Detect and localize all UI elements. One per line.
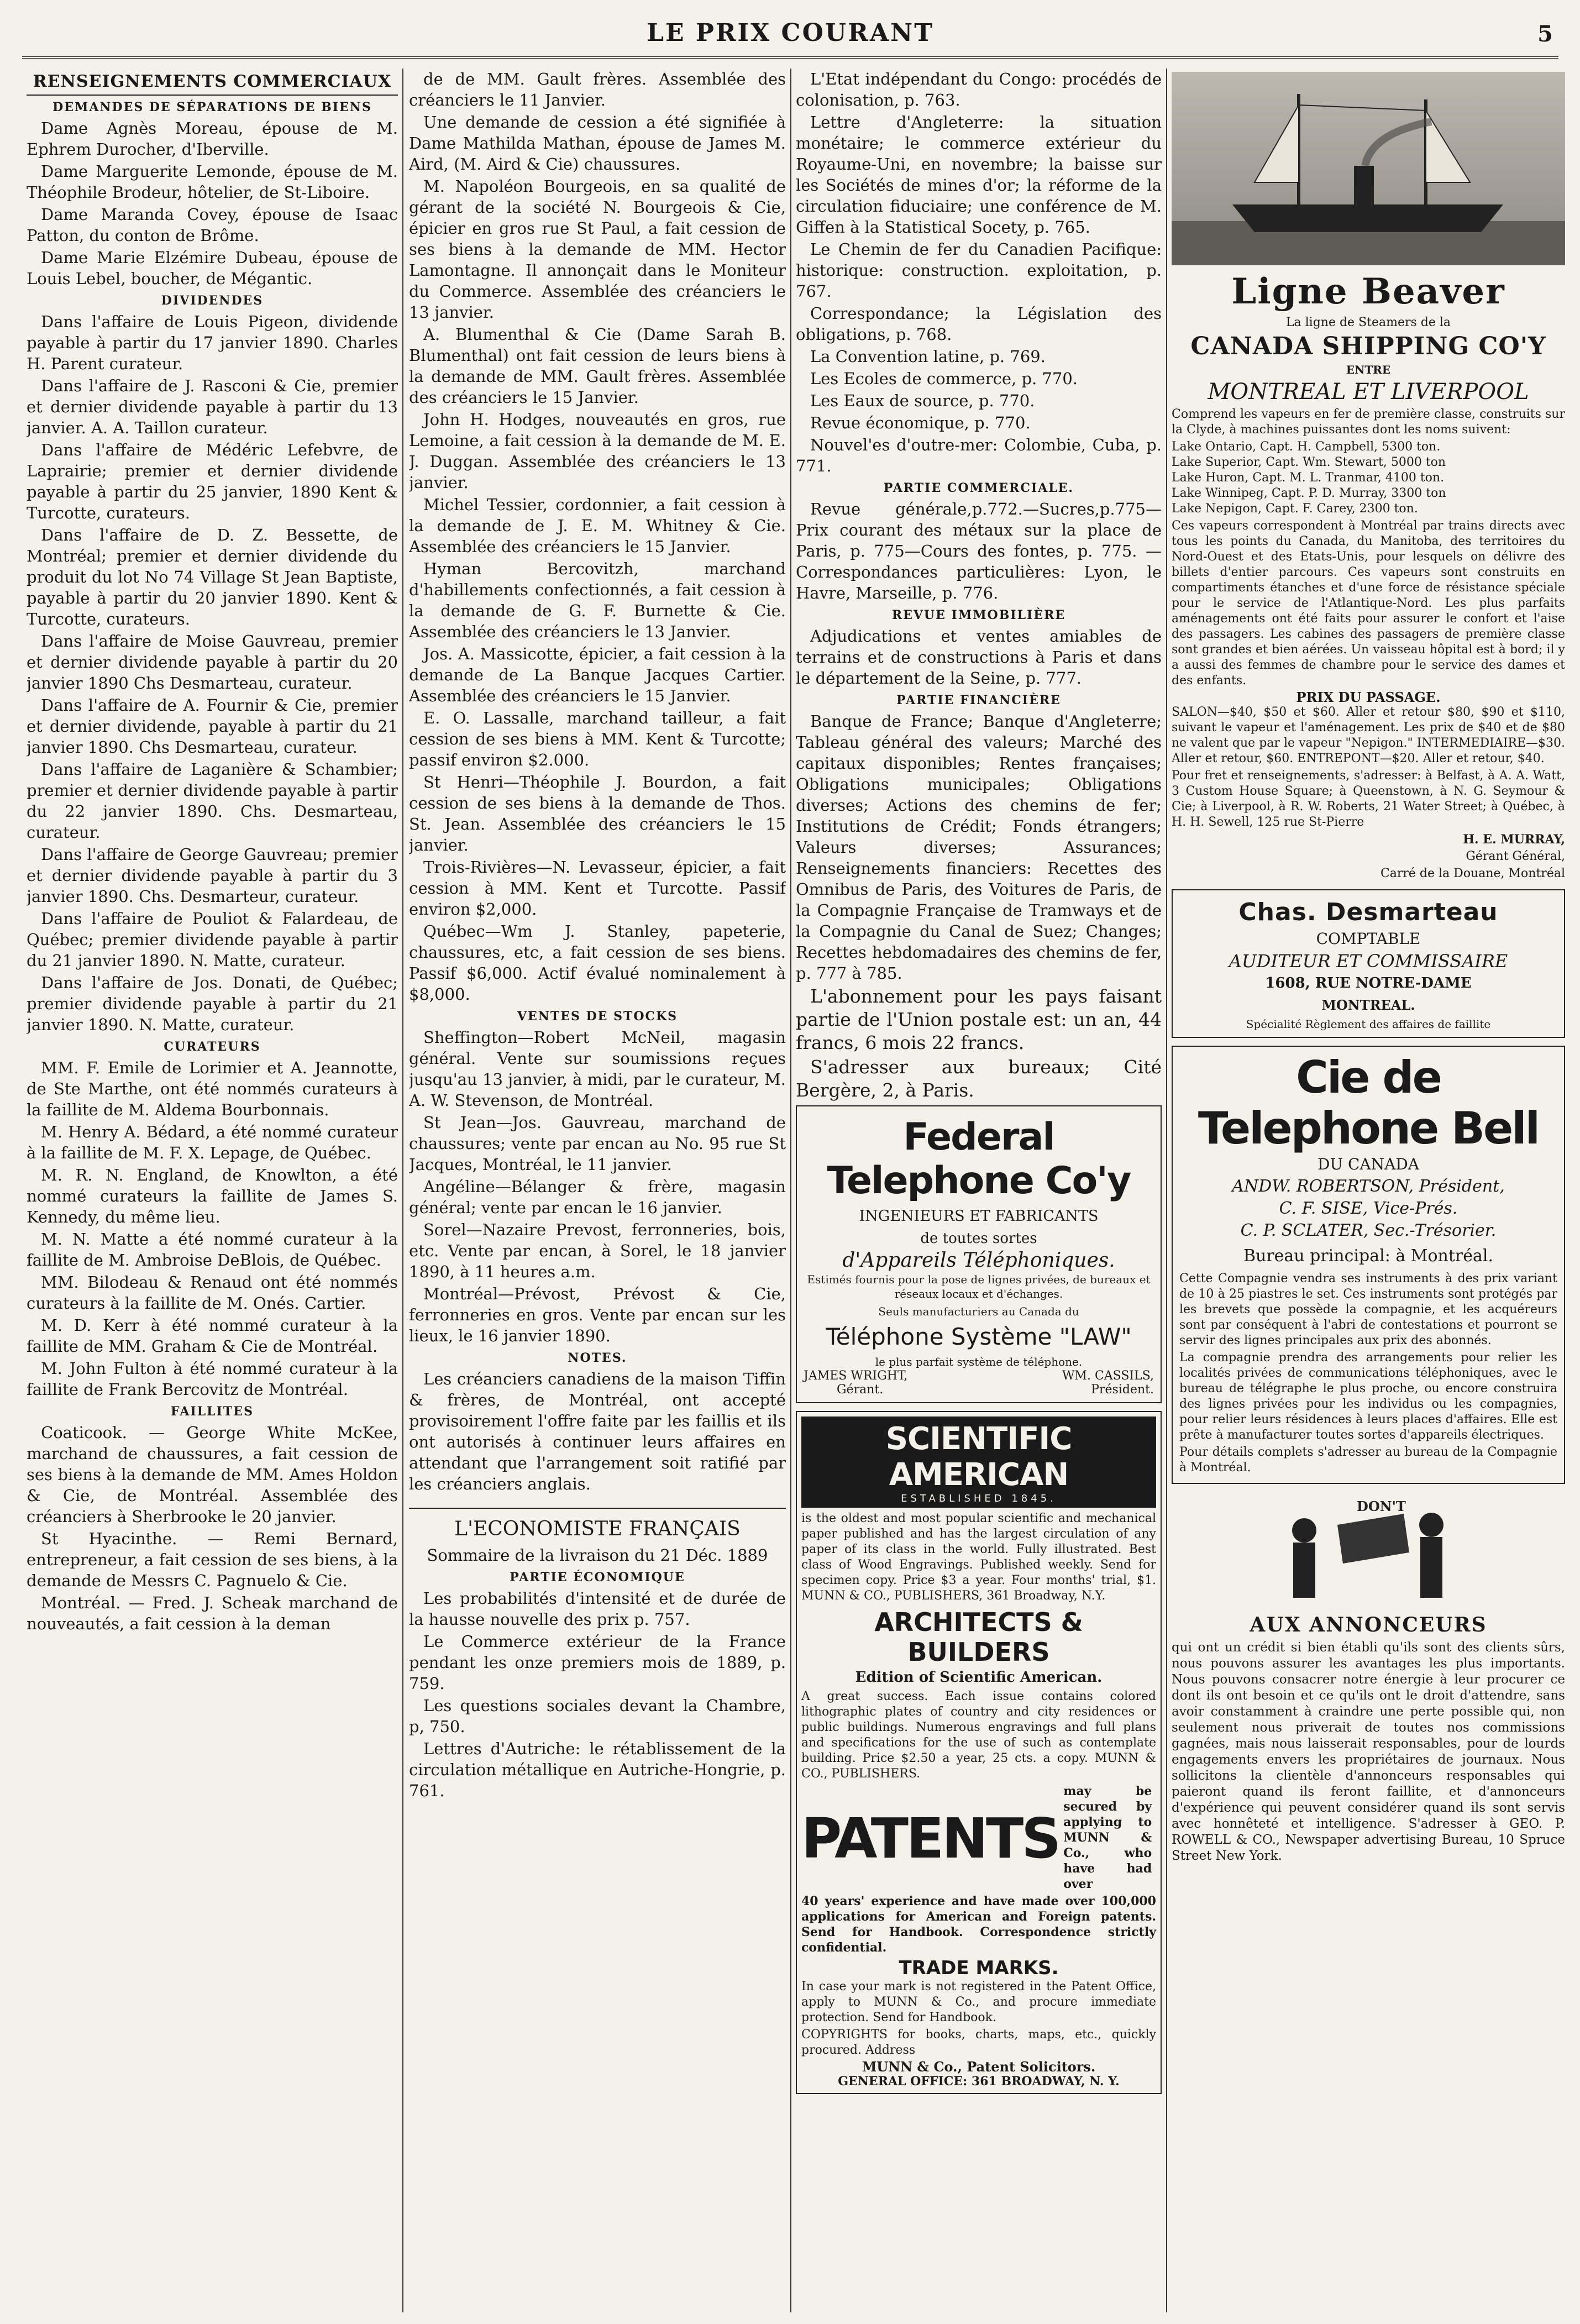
ad-text: is the oldest and most popular scientific and mechanical paper published and has the largest circulation of any paper of its class in the world. Fully illustrated. Best class of Wood Engravings. Published weekly. Send for specimen copy. Price $3 a year. Four months' trial, $1. MUNN & CO., PUBLISHERS, 361 Broadway, N.Y.	[801, 1512, 1156, 1603]
masthead	[22, 15, 1558, 59]
role: Gérant.	[837, 1383, 884, 1397]
ad-title-text: SCIENTIFIC AMERICAN	[885, 1421, 1072, 1493]
paragraph: Dans l'affaire de Louis Pigeon, dividende payable à partir du 17 janvier 1890. Charles H. Parent curateur.	[27, 312, 398, 373]
paragraph: Dans l'affaire de J. Rasconi & Cie, premier et dernier dividende payable à partir du 13 janvier. A. A. Taillon curateur.	[27, 376, 398, 437]
paragraph: Montréal—Prévost, Prévost & Cie, ferronneries en gros. Vente par encan sur les lieux, le 16 janvier 1890.	[409, 1284, 786, 1345]
ad-line: d'Appareils Téléphoniques.	[842, 1249, 1115, 1272]
paragraph: L'abonnement pour les pays faisant partie de l'Union postale est: un an, 44 francs, 6 mois 22 francs.	[796, 985, 1162, 1053]
signature-address: Carré de la Douane, Montréal	[1380, 867, 1565, 880]
paragraph: Les questions sociales devant la Chambre, p, 750.	[409, 1696, 786, 1736]
role: Président.	[1091, 1383, 1154, 1397]
ship-list-item: Lake Superior, Capt. Wm. Stewart, 5000 ton	[1172, 455, 1446, 469]
paragraph: Dame Agnès Moreau, épouse de M. Ephrem Durocher, d'Iberville.	[27, 119, 398, 159]
paragraph: Sommaire de la livraison du 21 Déc. 1889	[427, 1546, 768, 1565]
ad-line: C. P. SCLATER, Sec.-Trésorier.	[1240, 1221, 1497, 1240]
paragraph: Dans l'affaire de A. Fournir & Cie, premier et dernier dividende, payable à partir du 21 janvier 1890. Chs Desmarteau, curateur.	[27, 696, 398, 757]
paragraph: Le Chemin de fer du Canadien Pacifique: historique: construction. exploitation, p. 767.	[796, 240, 1162, 301]
paragraph: M. Henry A. Bédard, a été nommé curateur à la faillite de M. F. X. Lepage, de Québec.	[27, 1122, 398, 1162]
subsection-heading: FAILLITES	[171, 1404, 254, 1419]
paragraph: Dans l'affaire de Jos. Donati, de Québec; premier dividende payable à partir du 21 janvier 1890. N. Matte, curateur.	[27, 973, 398, 1034]
ad-text: In case your mark is not registered in the Patent Office, apply to MUNN & Co., and procure immediate protection. Send for Handbook.	[801, 1980, 1156, 2024]
paragraph: John H. Hodges, nouveautés en gros, rue Lemoine, a fait cession à la demande de M. E. J. Duggan. Assemblée des créanciers le 13 janvier.	[409, 410, 786, 492]
ad-line: C. F. SISE, Vice-Prés.	[1279, 1199, 1458, 1218]
column-4	[1172, 69, 1565, 2312]
ad-headline: ARCHITECTS & BUILDERS	[874, 1607, 1083, 1667]
paragraph: Dans l'affaire de Laganière & Schambier; premier et dernier dividende payable à partir du 22 janvier 1890. Chs. Desmarteau, curateur.	[27, 760, 398, 842]
subsection-heading: DIVIDENDES	[161, 293, 264, 308]
ship-list-item: Lake Winnipeg, Capt. P. D. Murray, 3300 ton	[1172, 486, 1446, 500]
ad-text: Pour détails complets s'adresser au bureau de la Compagnie à Montréal.	[1179, 1445, 1557, 1475]
ad-text: Comprend les vapeurs en fer de première classe, construits sur la Clyde, à machines puissantes dont les noms suivent:	[1172, 407, 1565, 437]
signature: JAMES WRIGHT,	[804, 1369, 908, 1383]
ad-text: SALON—$40, $50 et $60. Aller et retour $80, $90 et $110, suivant le vapeur et l'aménagement. Les prix de $40 et de $80 ne valent que par le vapeur "Nepigon." INTERMEDIAIRE—$30. Aller et retour, $60. ENTREPONT—$20. Aller et retour, $40.	[1172, 705, 1565, 765]
ad-text: 40 years' experience and have made over 100,000 applications for American and Foreign patents. Send for Handbook. Correspondence strictly confidential.	[801, 1894, 1156, 1955]
paragraph: Les Ecoles de commerce, p. 770.	[810, 369, 1078, 388]
subsection-heading: CURATEURS	[164, 1040, 261, 1054]
ad-line: Estimés fournis pour la pose de lignes privées, de bureaux et réseaux locaux et d'échanges.	[807, 1273, 1151, 1300]
paragraph: MM. F. Emile de Lorimier et A. Jeannotte, de Ste Marthe, ont été nommés curateurs à la faillite de M. Aldema Bourbonnais.	[27, 1058, 398, 1119]
ad-line: La ligne de Steamers de la	[1285, 316, 1451, 329]
subsection-heading: PARTIE FINANCIÈRE	[896, 693, 1061, 707]
paragraph: Québec—Wm J. Stanley, papeterie, chaussures, etc, a fait cession de ses biens. Passif $6,000. Actif évalué nominalement à $8,000.	[409, 922, 786, 1004]
ad-line: Seuls manufacturiers au Canada du	[878, 1305, 1079, 1318]
column-2	[409, 69, 786, 2312]
newspaper-title: LE PRIX COURANT	[647, 19, 934, 47]
paragraph: Revue économique, p. 770.	[810, 413, 1031, 432]
ad-line: le plus parfait système de téléphone.	[875, 1355, 1083, 1368]
ad-headline: TRADE MARKS.	[899, 1957, 1059, 1979]
ad-headline: CANADA SHIPPING CO'Y	[1190, 332, 1546, 360]
banner-text: DON'T	[1357, 1498, 1406, 1514]
paragraph: Coaticook. — George White McKee, marchand de chaussures, a fait cession de ses biens à la demande de MM. Ames Holdon & Cie, de Montréal. Assemblée des créanciers à Sherbrooke le 20 janvier.	[27, 1423, 398, 1526]
ad-text: may be secured by applying to MUNN & Co., who have had over	[1063, 1784, 1152, 1891]
paragraph: Correspondance; la Législation des obligations, p. 768.	[796, 304, 1162, 344]
ad-title	[801, 1417, 1156, 1508]
subsection-heading: NOTES.	[568, 1351, 627, 1365]
federal-telephone-ad	[796, 1105, 1162, 1403]
subsection-heading: VENTES DE STOCKS	[517, 1009, 678, 1024]
paragraph: A. Blumenthal & Cie (Dame Sarah B. Blumenthal) ont fait cession de leurs biens à la demande de MM. Gault frères. Assemblée des créanciers le 15 Janvier.	[409, 325, 786, 407]
column-rule	[790, 69, 791, 2312]
paragraph: Dans l'affaire de D. Z. Bessette, de Montréal; premier et dernier dividende du produit du lot No 74 Village St Jean Baptiste, payable à partir du 20 janvier 1890. Kent & Turcotte, curateurs.	[27, 526, 398, 628]
column-3	[796, 69, 1162, 2312]
paragraph: Angéline—Bélanger & frère, magasin général; vente par encan le 16 janvier.	[409, 1177, 786, 1217]
paragraph: Dame Marie Elzémire Dubeau, épouse de Louis Lebel, boucher, de Mégantic.	[27, 248, 398, 288]
paragraph: M. Napoléon Bourgeois, en sa qualité de gérant de la société N. Bourgeois & Cie, épicier en gros rue St Paul, a fait cession de ses biens à la demande de MM. Hector Lamontagne. Il annonçait dans le Moniteur du Commerce. Assemblée des créanciers le 13 janvier.	[409, 177, 786, 322]
ad-headline: MONTREAL ET LIVERPOOL	[1208, 379, 1529, 405]
ad-line: GENERAL OFFICE: 361 BROADWAY, N. Y.	[838, 2074, 1120, 2089]
ad-title: Federal Telephone Co'y	[827, 1115, 1131, 1203]
signature-role: Gérant Général,	[1466, 849, 1565, 863]
ad-line: ANDW. ROBERTSON, Président,	[1232, 1177, 1505, 1196]
signature: WM. CASSILS,	[1062, 1369, 1154, 1383]
paragraph: Nouvel'es d'outre-mer: Colombie, Cuba, p. 771.	[796, 436, 1162, 475]
paragraph: Dame Marguerite Lemonde, épouse de M. Théophile Brodeur, hôtelier, de St-Liboire.	[27, 162, 398, 202]
ad-title: Cie de Telephone Bell	[1198, 1052, 1539, 1154]
paragraph: Les probabilités d'intensité et de durée de la hausse nouvelle des prix p. 757.	[409, 1589, 786, 1629]
scientific-american-ad	[796, 1411, 1162, 2094]
paragraph: St Jean—Jos. Gauvreau, marchand de chaussures; vente par encan au No. 95 rue St Jacques, Montréal, le 11 janvier.	[409, 1113, 786, 1174]
signature-roles	[804, 1383, 1154, 1397]
paragraph: St Hyacinthe. — Remi Bernard, entrepreneur, a fait cession de ses biens, à la demande de Messrs C. Pagnuelo & Cie.	[27, 1529, 398, 1590]
paragraph: M. R. N. England, de Knowlton, a été nommé curateurs la faillite de James S. Kennedy, du même lieu.	[27, 1166, 398, 1226]
paragraph: Les créanciers canadiens de la maison Tiffin & frères, de Montréal, ont accepté provisoirement l'offre faite par les faillis et ils ont autorisés à continuer leurs affaires en attendant que l'arrangement soit ratifié par les créanciers anglais.	[409, 1370, 786, 1493]
subsection-heading: PARTIE ÉCONOMIQUE	[510, 1570, 685, 1585]
paragraph: Michel Tessier, cordonnier, a fait cession à la demande de J. E. M. Whitney & Cie. Assemblée des créanciers le 15 Janvier.	[409, 495, 786, 556]
paragraph: L'Etat indépendant du Congo: procédés de colonisation, p. 763.	[796, 70, 1162, 109]
signature: H. E. MURRAY,	[1463, 832, 1565, 847]
ad-title: AUX ANNONCEURS	[1250, 1613, 1487, 1636]
ad-line: de toutes sortes	[920, 1230, 1037, 1247]
paragraph: Les Eaux de source, p. 770.	[810, 391, 1035, 410]
ship-list-item: Lake Huron, Capt. M. L. Tranmar, 4100 ton.	[1172, 471, 1445, 485]
ad-line: ENTRE	[1346, 363, 1391, 376]
paragraph: Jos. A. Massicotte, épicier, a fait cession à la demande de La Banque Jacques Cartier. Assemblée des créanciers le 15 Janvier.	[409, 644, 786, 705]
ad-line: AUDITEUR ET COMMISSAIRE	[1229, 951, 1508, 972]
ad-headline: PATENTS	[801, 1806, 1059, 1871]
subsection-heading: REVUE IMMOBILIÈRE	[891, 608, 1066, 622]
paragraph: Trois-Rivières—N. Levasseur, épicier, a fait cession à MM. Kent et Turcotte. Passif environ $2,000.	[409, 858, 786, 919]
paragraph: S'adresser aux bureaux; Cité Bergère, 2, à Paris.	[796, 1056, 1162, 1101]
ad-text: La compagnie prendra des arrangements pour relier les localités privées de communications téléphoniques, avec le bureau de télégraphe le plus proche, ou encore construira des lignes privées pour les individus ou les compagnies, pour relier leurs résidences à leurs places d'affaires. Elle est prête à manufacturer toutes sortes d'appareils électriques.	[1179, 1351, 1557, 1442]
paragraph: Dans l'affaire de Pouliot & Falardeau, de Québec; premier dividende payable à partir du 21 janvier 1890. N. Matte, curateur.	[27, 909, 398, 970]
ad-text: Cette Compagnie vendra ses instruments à des prix variant de 10 à 25 piastres le set. Ces instruments sont protégés par les brevets que possède la compagnie, et les acquéreurs sont par conséquent à l'abri de contestations et pourront se servir des lignes principales aux prix des abonnés.	[1179, 1272, 1557, 1347]
desmarteau-ad	[1172, 889, 1565, 1038]
paragraph: Lettres d'Autriche: le rétablissement de la circulation métallique en Autriche-Hongrie, p. 761.	[409, 1739, 786, 1800]
patents-block	[801, 1783, 1156, 1893]
steamship-illustration	[1172, 72, 1565, 265]
ship-list-item: Lake Nepigon, Capt. F. Carey, 2300 ton.	[1172, 502, 1418, 516]
column-rule	[1166, 69, 1167, 2312]
ad-subheading: PRIX DU PASSAGE.	[1296, 689, 1441, 705]
page-number: 5	[1537, 21, 1553, 47]
column-rule	[402, 69, 403, 2312]
ship-list-item: Lake Ontario, Capt. H. Campbell, 5300 ton.	[1172, 440, 1441, 454]
ad-headline: Téléphone Système "LAW"	[826, 1323, 1132, 1350]
paragraph: M. John Fulton à été nommé curateur à la faillite de Frank Bercovitz de Montréal.	[27, 1359, 398, 1399]
paragraph: Dame Maranda Covey, épouse de Isaac Patton, du conton de Brôme.	[27, 205, 398, 245]
ad-text: qui ont un crédit si bien établi qu'ils sont des clients sûrs, nous pouvons assurer les avantages les plus importants. Nous pouvons consacrer notre énergie à leur procurer ce dont ils ont besoin et ce qu'ils ont le droit d'attendre, sans avoir constamment à craindre une perte possible qui, non seulement nous priverait de toutes nos commissions gagnées, mais nous laisserait responsables, pour de lourds engagements envers les propriétaires de journaux. Nous sollicitons la clientèle d'annonceurs responsables qui paieront quand ils feront faillite, et d'annonceurs d'expérience qui peuvent considérer quand ils sont servis avec honnêteté et intelligence. S'adresser à GEO. P. ROWELL & CO., Newspaper advertising Bureau, 10 Spruce Street New York.	[1172, 1640, 1565, 1863]
ad-line: INGENIEURS ET FABRICANTS	[859, 1208, 1099, 1225]
ad-text: COPYRIGHTS for books, charts, maps, etc., quickly procured. Address	[801, 2028, 1156, 2057]
advertising-illustration	[1172, 1492, 1565, 1608]
ad-line: COMPTABLE	[1316, 930, 1421, 948]
ad-text: Ces vapeurs correspondent à Montréal par trains directs avec tous les points du Canada, du Manitoba, des territoires du Nord-Ouest et des Etats-Unis, pour lesquels on délivre des billets d'entier parcours. Ces vapeurs sont construits en compartiments étanches et d'une force de résistance spéciale pour le service de l'Atlantique-Nord. Les plus parfaits aménagements ont été faits pour assurer le confort et l'aise des passagers. Les cabines des passagers de première classe sont grandes et bien aérées. Un vaisseau hôpital est à bord; il y a aussi des femmes de chambre pour le service des dames et des enfants.	[1172, 519, 1565, 688]
ad-line: MUNN & Co., Patent Solicitors.	[862, 2059, 1096, 2075]
beaver-line-ad	[1172, 72, 1565, 882]
annonceurs-ad	[1172, 1492, 1565, 1864]
paragraph: M. D. Kerr à été nommé curateur à la faillite de MM. Graham & Cie de Montréal.	[27, 1316, 398, 1356]
paragraph: Dans l'affaire de Médéric Lefebvre, de Laprairie; premier et dernier dividende payable à partir du 25 janvier, 1890 Kent & Turcotte, curateurs.	[27, 440, 398, 522]
paragraph: Sorel—Nazaire Prevost, ferronneries, bois, etc. Vente par encan, à Sorel, le 18 janvier 1890, à 11 heures a.m.	[409, 1220, 786, 1281]
subsection-heading: DEMANDES DE SÉPARATIONS DE BIENS	[53, 100, 372, 114]
paragraph: Dans l'affaire de George Gauvreau; premier et dernier dividende payable à partir du 3 janvier 1890. Chs. Desmarteur, curateur.	[27, 845, 398, 906]
ad-line: MONTREAL.	[1321, 997, 1415, 1013]
bell-telephone-ad	[1172, 1046, 1565, 1484]
ad-line: Edition of Scientific American.	[855, 1669, 1103, 1686]
ad-line: Bureau principal: à Montréal.	[1243, 1246, 1494, 1266]
paragraph: de de MM. Gault frères. Assemblée des créanciers le 11 Janvier.	[409, 70, 786, 109]
paragraph: Revue générale,p.772.—Sucres,p.775—Prix courant des métaux sur la place de Paris, p. 775—Cours des fontes, p. 775. —Correspondances particulières: Lyon, le Havre, Marseille, p. 776.	[796, 500, 1162, 602]
paragraph: MM. Bilodeau & Renaud ont été nommés curateurs à la faillite de M. Onés. Cartier.	[27, 1273, 398, 1313]
figures-icon	[1172, 1492, 1565, 1608]
paragraph: La Convention latine, p. 769.	[810, 347, 1046, 366]
signatures	[804, 1369, 1154, 1383]
ship-icon	[1172, 72, 1565, 265]
section-title: L'ECONOMISTE FRANÇAIS	[409, 1508, 786, 1540]
paragraph: Montréal. — Fred. J. Scheak marchand de nouveautés, a fait cession à la deman	[27, 1593, 398, 1633]
ad-line: 1608, RUE NOTRE-DAME	[1265, 975, 1472, 991]
subsection-heading: PARTIE COMMERCIALE.	[883, 481, 1074, 495]
paragraph: Une demande de cession a été signifiée à Dame Mathilda Mathan, épouse de James M. Aird, (M. Aird & Cie) chaussures.	[409, 113, 786, 174]
paragraph: Banque de France; Banque d'Angleterre; Tableau général des valeurs; Marché des capitaux disponibles; Rentes françaises; Obligations municipales; Obligations diverses; Actions des chemins de fer; Institutions de Crédit; Fonds étrangers; Valeurs diverses; Assurances; Renseignements financiers: Recettes des Omnibus de Paris, des Voitures de Paris, de la Compagnie Française de Tramways et de la Compagnie du Canal de Suez; Changes; Recettes hebdomadaires des chemins de fer, p. 777 à 785.	[796, 712, 1162, 983]
paragraph: Le Commerce extérieur de la France pendant les onze premiers mois de 1889, p. 759.	[409, 1632, 786, 1693]
ad-text: Pour fret et renseignements, s'adresser: à Belfast, à A. A. Watt, 3 Custom House Square; à Queenstown, à N. G. Seymour & Cie; à Liverpool, à R. W. Roberts, 21 Water Street; à Québec, à H. H. Sewell, 125 rue St-Pierre	[1172, 769, 1565, 829]
ad-subtitle: ESTABLISHED 1845.	[901, 1493, 1057, 1504]
ad-line: Spécialité Règlement des affaires de faillite	[1246, 1017, 1491, 1031]
section-title: RENSEIGNEMENTS COMMERCIAUX	[27, 72, 398, 96]
ad-line: DU CANADA	[1317, 1155, 1419, 1173]
paragraph: Adjudications et ventes amiables de terrains et de constructions à Paris et dans le département de la Seine, p. 777.	[796, 627, 1162, 688]
paragraph: E. O. Lassalle, marchand tailleur, a fait cession de ses biens à MM. Kent & Turcotte; passif environ $2.000.	[409, 709, 786, 769]
ad-title: Ligne Beaver	[1231, 271, 1505, 312]
paragraph: M. N. Matte a été nommé curateur à la faillite de M. Ambroise DeBlois, de Québec.	[27, 1230, 398, 1269]
ad-title: Chas. Desmarteau	[1238, 898, 1498, 926]
paragraph: St Henri—Théophile J. Bourdon, a fait cession de ses biens à la demande de Thos. St. Jean. Assemblée des créanciers le 15 janvier.	[409, 773, 786, 854]
paragraph: Sheffington—Robert McNeil, magasin général. Vente sur soumissions reçues jusqu'au 13 janvier, à midi, par le curateur, M. A. W. Stevenson, de Montréal.	[409, 1028, 786, 1110]
ad-text: A great success. Each issue contains colored lithographic plates of country and city residences or public buildings. Numerous engravings and full plans and specifications for the use of such as contemplate building. Price $2.50 a year, 25 cts. a copy. MUNN & CO., PUBLISHERS.	[801, 1690, 1156, 1781]
column-1	[27, 69, 398, 2312]
paragraph: Dans l'affaire de Moise Gauvreau, premier et dernier dividende payable à partir du 20 janvier 1890 Chs Desmarteau, curateur.	[27, 632, 398, 693]
paragraph: Hyman Bercovitzh, marchand d'habillements confectionnés, a fait cession à la demande de G. F. Burnette & Cie. Assemblée des créanciers le 13 Janvier.	[409, 559, 786, 641]
paragraph: Lettre d'Angleterre: la situation monétaire; le commerce extérieur du Royaume-Uni, en novembre; la baisse sur les Sociétés de mines d'or; la réforme de la circulation fiduciaire; une conférence de M. Giffen à la Statistical Socety, p. 765.	[796, 113, 1162, 237]
